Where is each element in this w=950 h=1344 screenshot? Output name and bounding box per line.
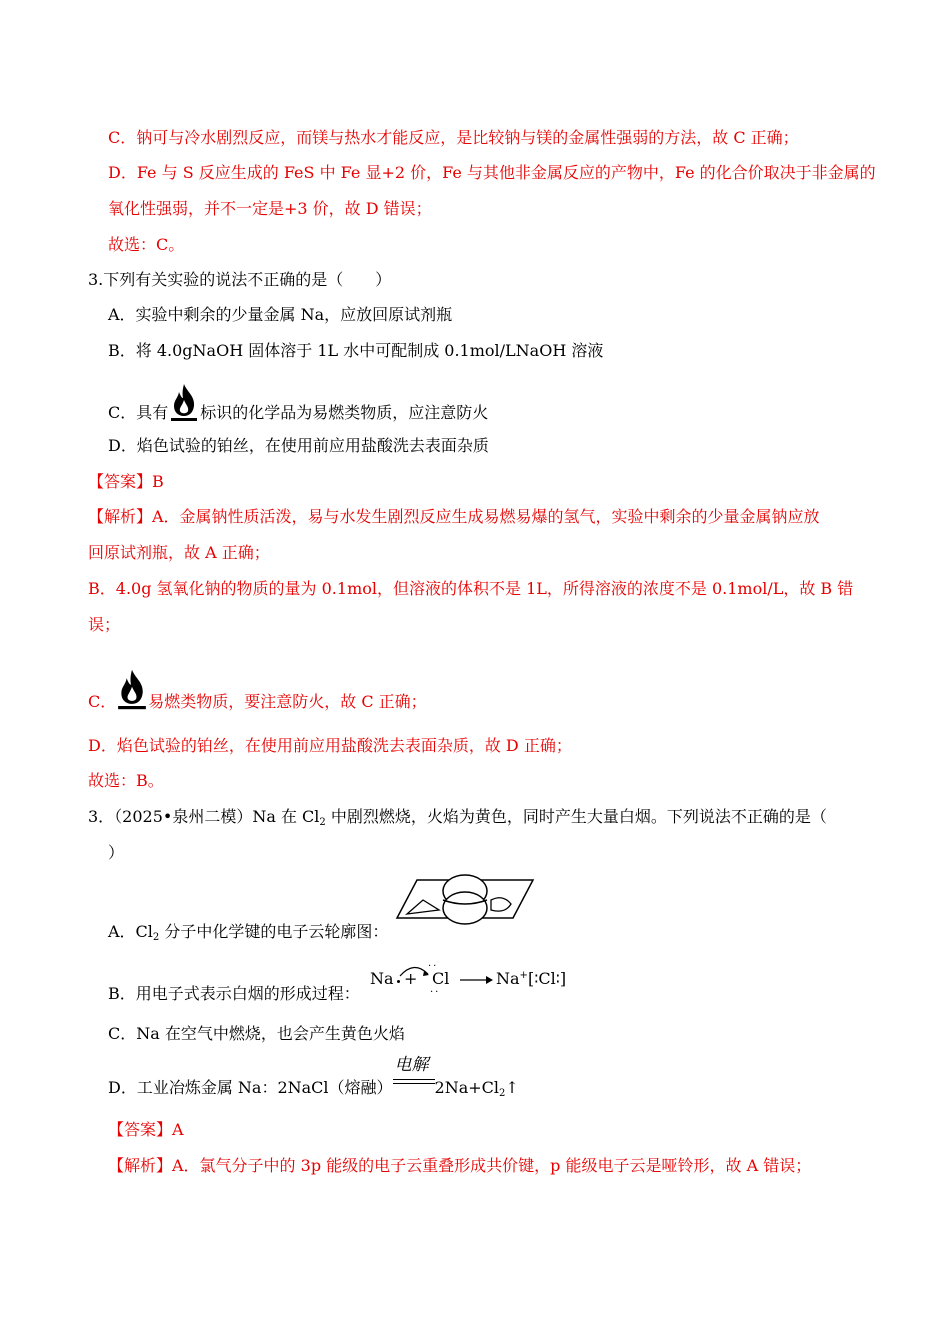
- explanation-a-line-q4: 【解析】A．氯气分子中的 3p 能级的电子云重叠形成共价键，p 能级电子云是哑铃形，故 A 错误；: [108, 1156, 812, 1175]
- cl2-electron-cloud-diagram: [395, 870, 535, 934]
- cl-electron-dots-bottom: ··: [430, 987, 441, 998]
- answer-select-line: 故选：C。: [108, 235, 185, 254]
- electrolysis-condition: [393, 1055, 435, 1093]
- question-4-option-a: [108, 922, 388, 948]
- explanation-c-prefix: C．: [88, 692, 117, 711]
- question-3-option-b: B．将 4.0gNaOH 固体溶于 1L 水中可配制成 0.1mol/LNaOH 溶液: [108, 341, 604, 360]
- formula-na-ion-text: Na: [496, 969, 520, 988]
- q4-a-subscript: 2: [152, 932, 160, 943]
- question-4-option-b: B．用电子式表示白烟的形成过程：: [108, 984, 360, 1003]
- question-3-option-c: [108, 403, 488, 429]
- explanation-b-line: B．4.0g 氢氧化钠的物质的量为 0.1mol，但溶液的体积不是 1L，所得溶液的浓度不是 0.1mol/L，故 B 错: [88, 579, 854, 598]
- q4-d-prefix: D．工业冶炼金属 Na：2NaCl（熔融）: [108, 1078, 393, 1097]
- question-4-stem-2: ）: [108, 843, 125, 862]
- q4-stem-subscript: 2: [319, 817, 326, 828]
- explanation-d-line: D．Fe 与 S 反应生成的 FeS 中 Fe 显+2 价，Fe 与其他非金属反应的产物中，Fe 的化合价取决于非金属的: [108, 163, 876, 182]
- formula-plus: +: [404, 969, 418, 988]
- explanation-a-line: 【解析】A．金属钠性质活泼，易与水发生剧烈反应生成易燃易爆的氢气，实验中剩余的少量金属钠应放: [88, 507, 820, 526]
- explanation-c-suffix: 易燃类物质，要注意防火，故 C 正确；: [148, 692, 427, 711]
- q4-a-suffix: 分子中化学键的电子云轮廓图：: [159, 922, 389, 941]
- explanation-d-line-b: D．焰色试验的铂丝，在使用前应用盐酸洗去表面杂质，故 D 正确；: [88, 736, 572, 755]
- answer-select-line-2: 故选：B。: [88, 771, 164, 790]
- formula-cl-ion-text: Cl: [538, 969, 556, 988]
- formula-cl-ion: [∶Cl∶]: [528, 969, 567, 988]
- cl-electron-dots: ··: [428, 961, 439, 972]
- formula-na-charge: +: [519, 970, 528, 981]
- flammable-icon: [116, 698, 148, 718]
- flammable-icon: [169, 409, 199, 429]
- reaction-arrow: [460, 975, 494, 985]
- explanation-a-line-2: 回原试剂瓶，故 A 正确；: [88, 543, 270, 562]
- option-c-prefix: C．具有: [108, 403, 169, 422]
- answer-label-2: 【答案】A: [108, 1120, 184, 1139]
- question-4-stem: [88, 807, 827, 833]
- q4-d-product: 2Na+Cl: [434, 1078, 500, 1097]
- electrolysis-label: 电解: [394, 1055, 429, 1075]
- equation-double-line: [393, 1079, 435, 1084]
- question-3-option-d: D．焰色试验的铂丝，在使用前应用盐酸洗去表面杂质: [108, 436, 489, 455]
- formula-cl: Cl: [432, 969, 450, 988]
- q4-stem-prefix: 3．（2025•泉州二模）Na 在 Cl: [88, 807, 320, 826]
- question-3-option-a: A．实验中剩余的少量金属 Na，应放回原试剂瓶: [108, 305, 453, 324]
- q4-stem-suffix: 中剧烈燃烧，火焰为黄色，同时产生大量白烟。下列说法不正确的是（: [325, 807, 827, 826]
- question-3-stem: 3.下列有关实验的说法不正确的是（ ）: [88, 270, 392, 289]
- question-4-option-c: C．Na 在空气中燃烧，也会产生黄色火焰: [108, 1024, 405, 1043]
- explanation-b-line-2: 误；: [88, 615, 121, 634]
- formula-na: Na: [370, 969, 394, 988]
- q4-d-gas-arrow: ↑: [505, 1078, 519, 1097]
- answer-label: 【答案】B: [88, 472, 164, 491]
- q4-d-subscript: 2: [499, 1088, 506, 1099]
- question-4-option-d: [108, 1055, 519, 1104]
- explanation-c-fire-line: [88, 692, 427, 718]
- explanation-d-line-2: 氧化性强弱，并不一定是+3 价，故 D 错误；: [108, 199, 432, 218]
- explanation-c-line: C．钠可与冷水剧烈反应，而镁与热水才能反应，是比较钠与镁的金属性强弱的方法，故 C 正确；: [108, 128, 799, 147]
- q4-a-prefix: A．Cl: [108, 922, 153, 941]
- option-c-suffix: 标识的化学品为易燃类物质，应注意防火: [200, 403, 489, 422]
- formula-na-ion: [496, 969, 528, 988]
- electron-formula: [368, 962, 568, 998]
